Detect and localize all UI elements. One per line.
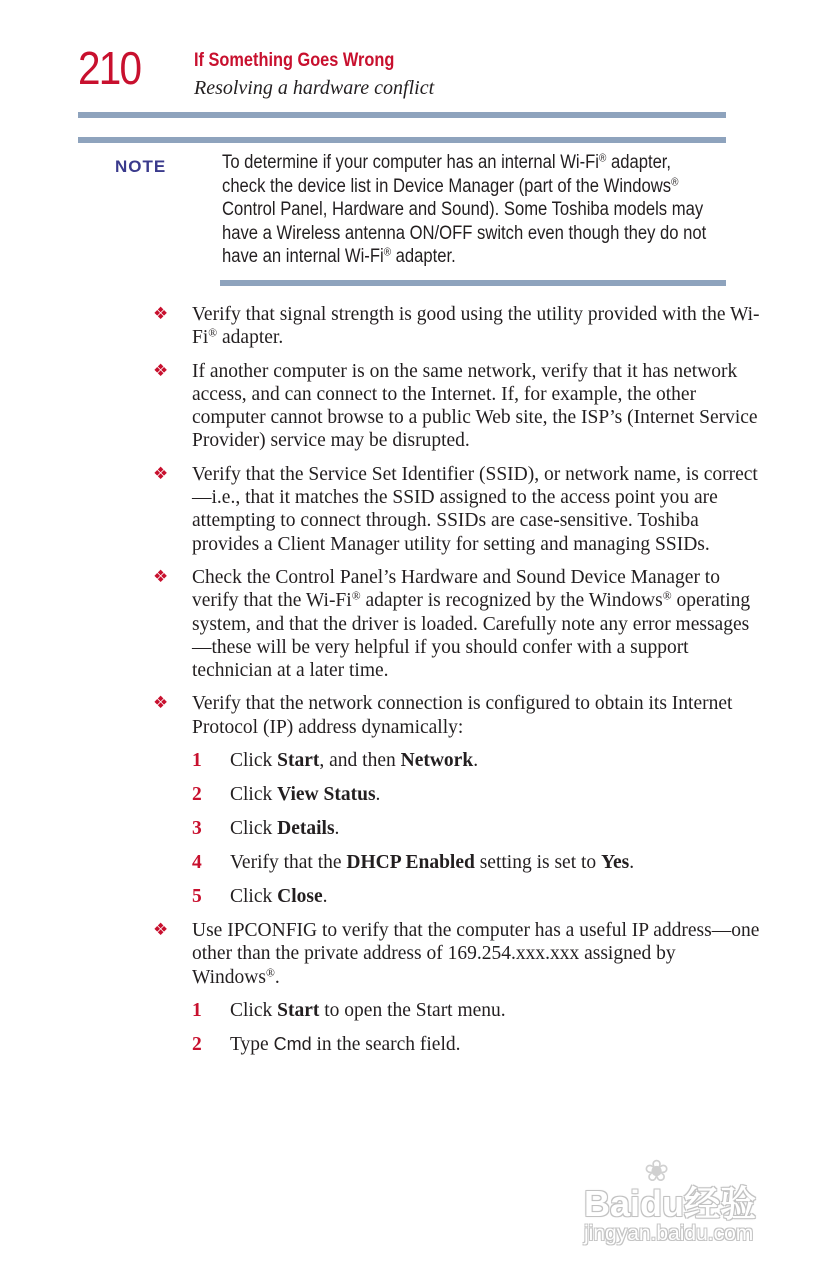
bullet-text: Verify that the Service Set Identifier (SSID), or network name, is correct—i.e., that it matches the SSID assigned to the access point you are attempting to connect through. SSIDs are case-sensitive. Toshiba provides a Client Manager utility for setting and managing SSIDs. (192, 463, 758, 555)
registered-mark: ® (265, 966, 275, 980)
bullet-text: adapter is recognized by the Windows (360, 590, 663, 612)
header-rule-bottom (78, 137, 726, 143)
bullet-text: adapter. (217, 327, 284, 349)
registered-mark: ® (208, 326, 218, 340)
list-item (0, 463, 821, 556)
step-number: 1 (192, 999, 202, 1021)
step-item: 5 Click Close. (192, 885, 328, 907)
bullet-text: Verify that the network connection is configured to obtain its Internet Protocol (IP) address dynamically: (192, 693, 733, 738)
step-item: 3 Click Details. (192, 818, 340, 840)
list-item (0, 303, 821, 350)
bullet-diamond-icon: ❖ (153, 919, 169, 940)
bullet-list (0, 303, 821, 1067)
step-item: 4 Verify that the DHCP Enabled setting is set to Yes. (192, 852, 635, 873)
bullet-diamond-icon: ❖ (153, 304, 169, 324)
registered-mark: ® (662, 589, 672, 603)
bullet-text: operating system, and that the driver is loaded. Carefully note any error messages—these will be very helpful if you should confer with a support technician at a later time. (192, 590, 751, 682)
step-item: 1 Click Start, and then Network. (192, 750, 479, 772)
list-item (0, 566, 821, 682)
chapter-title: If Something Goes Wrong (194, 50, 395, 71)
header-rule-top (78, 112, 726, 118)
step-number: 1 (192, 750, 202, 772)
bullet-diamond-icon: ❖ (153, 693, 169, 714)
note-text: To determine if your computer has an internal Wi-Fi® adapter, check the device list in Device Manager (part of the Windows® Control Panel, Hardware and Sound). Some Toshiba models may have a Wireless antenna ON/OFF switch even though they do not have an internal Wi-Fi® adapter. (222, 152, 707, 267)
bullet-diamond-icon: ❖ (153, 463, 169, 484)
step-number: 2 (192, 784, 202, 806)
list-item (0, 360, 821, 453)
page-number: 210 (78, 42, 141, 94)
paw-icon: ❀ (644, 1154, 670, 1189)
bullet-text: Check the Control Panel’s Hardware and Sound Device Manager to verify that the Wi-Fi (192, 566, 720, 612)
bullet-text: Use IPCONFIG to verify that the computer has a useful IP address—one other than the private address of 169.254.xxx.xxx assigned by Windows (192, 919, 760, 988)
code-text: Cmd (273, 1033, 312, 1054)
watermark-site: jingyan.baidu.com (584, 1222, 754, 1245)
bullet-diamond-icon: ❖ (153, 360, 169, 381)
step-number: 5 (192, 885, 202, 907)
list-item (0, 692, 821, 908)
list-item (0, 919, 821, 1056)
note-label: NOTE (115, 157, 167, 176)
step-list (192, 749, 761, 908)
step-item: 1 Click Start to open the Start menu. (192, 999, 506, 1021)
bullet-diamond-icon: ❖ (153, 566, 169, 587)
bullet-text: Verify that signal strength is good using the utility provided with the Wi-Fi (192, 304, 760, 349)
step-number: 3 (192, 818, 202, 840)
step-item: 2 Type Cmd in the search field. (192, 1033, 461, 1055)
step-number: 2 (192, 1033, 202, 1055)
bullet-text: If another computer is on the same network, verify that it has network access, and can connect to the Internet. If, for example, the other computer cannot browse to a public Web site, the ISP’s (Internet Service Provider) service may be disrupted. (192, 360, 758, 452)
registered-mark: ® (351, 589, 361, 603)
section-title: Resolving a hardware conflict (194, 77, 435, 99)
watermark (578, 1152, 778, 1252)
step-item: 2 Click View Status. (192, 784, 381, 806)
bullet-text: . (274, 966, 280, 988)
step-number: 4 (192, 852, 202, 873)
watermark-logo: Baidu经验 (584, 1183, 757, 1224)
step-list (192, 999, 761, 1056)
note-rule (220, 280, 726, 286)
